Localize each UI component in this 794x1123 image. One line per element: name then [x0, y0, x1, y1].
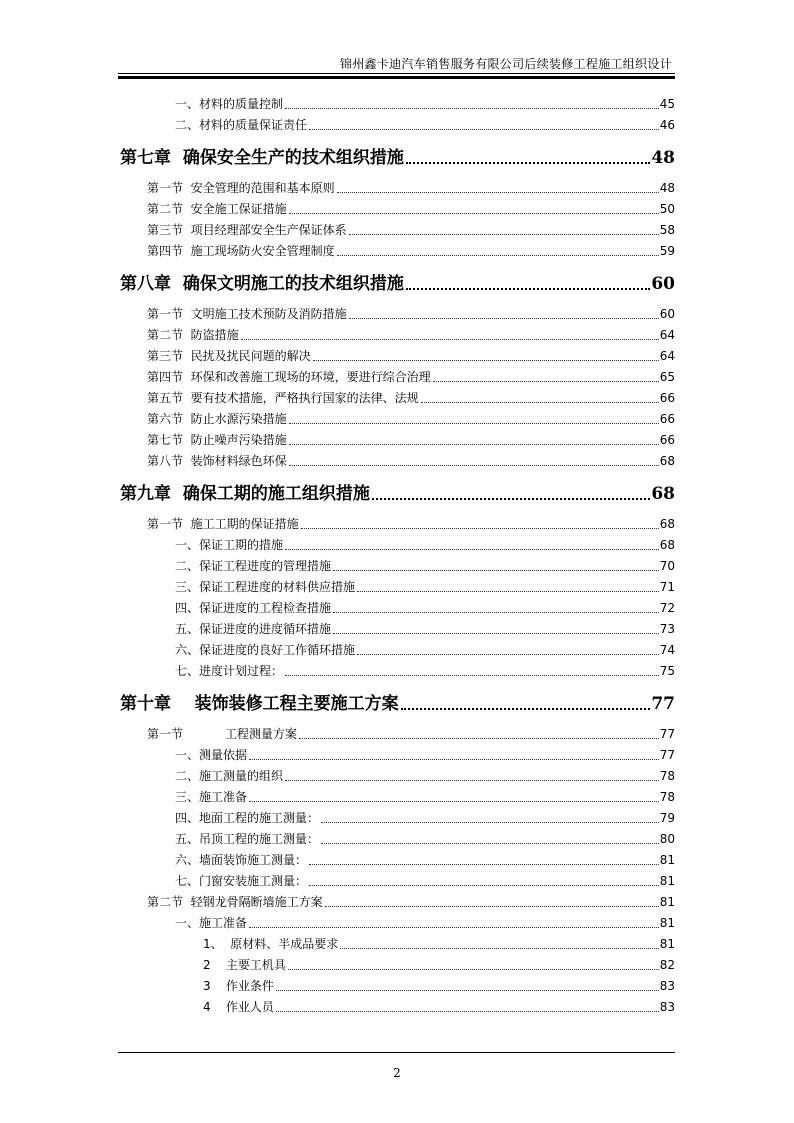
toc-entry[interactable]	[147, 326, 675, 343]
toc-entry-label: 第四节 施工现场防火安全管理制度	[147, 244, 335, 258]
toc-entry-page: 46	[659, 118, 675, 132]
toc-chapter-entry[interactable]	[120, 481, 675, 505]
toc-entry-page: 77	[659, 727, 675, 741]
toc-entry-page: 81	[659, 853, 675, 867]
toc-leader-dots	[309, 129, 659, 130]
toc-leader-dots	[333, 633, 659, 634]
toc-leader-dots	[289, 213, 659, 214]
toc-entry-label: 五、保证进度的进度循环措施	[175, 622, 332, 636]
toc-leader-dots	[241, 339, 659, 340]
toc-entry-label: 三、施工准备	[175, 790, 248, 804]
page-number: 2	[393, 1066, 401, 1080]
toc-leader-dots	[285, 675, 659, 676]
toc-chapter-entry[interactable]	[120, 271, 675, 295]
toc-leader-dots	[340, 948, 658, 949]
toc-leader-dots	[357, 591, 659, 592]
toc-entry[interactable]	[147, 515, 675, 532]
toc-entry-page: 83	[659, 1000, 675, 1014]
toc-entry[interactable]	[175, 830, 675, 847]
toc-entry-label: 第一节 文明施工技术预防及消防措施	[147, 307, 347, 321]
toc-entry-label: 第七章 确保安全生产的技术组织措施	[120, 148, 404, 168]
toc-leader-dots	[337, 192, 659, 193]
toc-entry[interactable]	[175, 557, 675, 574]
toc-leader-dots	[372, 498, 650, 500]
toc-entry-label: 第四节 环保和改善施工现场的环境，要进行综合治理	[147, 370, 431, 384]
toc-entry-page: 65	[659, 370, 675, 384]
toc-entry-page: 81	[659, 916, 675, 930]
toc-leader-dots	[349, 318, 659, 319]
toc-entry[interactable]	[147, 305, 675, 322]
toc-entry[interactable]	[175, 746, 675, 763]
toc-entry-page: 75	[659, 664, 675, 678]
toc-entry-label: 一、材料的质量控制	[175, 97, 284, 111]
toc-entry[interactable]	[175, 599, 675, 616]
toc-entry-page: 66	[659, 433, 675, 447]
toc-leader-dots	[333, 612, 659, 613]
toc-entry-page: 72	[659, 601, 675, 615]
toc-leader-dots	[349, 234, 659, 235]
toc-entry-label: 第二节 轻钢龙骨隔断墙施工方案	[147, 895, 323, 909]
toc-entry[interactable]	[147, 725, 675, 742]
toc-entry[interactable]	[147, 242, 675, 259]
toc-entry[interactable]	[147, 200, 675, 217]
toc-leader-dots	[301, 528, 659, 529]
toc-entry-page: 78	[659, 790, 675, 804]
toc-leader-dots	[406, 162, 650, 164]
toc-entry-page: 66	[659, 412, 675, 426]
toc-entry-label: 五、吊顶工程的施工测量：	[175, 832, 320, 846]
toc-entry-page: 64	[659, 328, 675, 342]
toc-leader-dots	[285, 108, 659, 109]
toc-entry-label: 4 作业人员	[203, 1000, 274, 1014]
toc-entry-label: 四、保证进度的工程检查措施	[175, 601, 332, 615]
toc-entry[interactable]	[175, 914, 675, 931]
toc-entry[interactable]	[175, 767, 675, 784]
toc-entry[interactable]	[175, 872, 675, 889]
toc-entry-label: 第二节 防盗措施	[147, 328, 239, 342]
toc-entry-page: 64	[659, 349, 675, 363]
toc-entry[interactable]	[147, 347, 675, 364]
toc-entry-label: 第六节 防止水源污染措施	[147, 412, 287, 426]
toc-entry[interactable]	[175, 851, 675, 868]
toc-leader-dots	[276, 990, 659, 991]
toc-leader-dots	[249, 801, 659, 802]
toc-entry-page: 68	[659, 538, 675, 552]
toc-entry-label: 二、材料的质量保证责任	[175, 118, 308, 132]
header-rule-thick	[118, 76, 675, 79]
toc-entry[interactable]	[147, 893, 675, 910]
toc-entry[interactable]	[175, 809, 675, 826]
header-rule-thin	[118, 73, 675, 74]
toc-entry-page: 73	[659, 622, 675, 636]
toc-entry-label: 2 主要工机具	[203, 958, 286, 972]
toc-entry[interactable]	[203, 998, 675, 1015]
toc-entry-label: 二、保证工程进度的管理措施	[175, 559, 332, 573]
toc-entry-label: 第九章 确保工期的施工组织措施	[120, 484, 370, 504]
toc-leader-dots	[289, 465, 659, 466]
toc-leader-dots	[285, 549, 659, 550]
toc-entry-page: 60	[659, 307, 675, 321]
toc-entry-page: 71	[659, 580, 675, 594]
toc-entry-label: 第十章 装饰装修工程主要施工方案	[120, 694, 399, 714]
toc-entry[interactable]	[175, 95, 675, 112]
toc-entry-label: 第八章 确保文明施工的技术组织措施	[120, 274, 404, 294]
toc-entry-page: 45	[659, 97, 675, 111]
toc-leader-dots	[321, 822, 659, 823]
toc-leader-dots	[325, 906, 659, 907]
toc-entry-label: 第二节 安全施工保证措施	[147, 202, 287, 216]
toc-entry[interactable]	[147, 452, 675, 469]
toc-entry-page: 70	[659, 559, 675, 573]
toc-entry-page: 81	[659, 937, 675, 951]
toc-entry-page: 80	[659, 832, 675, 846]
toc-entry-page: 74	[659, 643, 675, 657]
toc-entry-page: 77	[659, 748, 675, 762]
toc-leader-dots	[313, 360, 659, 361]
toc-entry[interactable]	[175, 662, 675, 679]
toc-entry-page: 48	[659, 181, 675, 195]
toc-entry-label: 六、保证进度的良好工作循环措施	[175, 643, 356, 657]
toc-entry[interactable]	[147, 431, 675, 448]
toc-leader-dots	[289, 444, 659, 445]
toc-entry-page: 68	[659, 517, 675, 531]
toc-entry[interactable]	[175, 578, 675, 595]
toc-entry-page: 83	[659, 979, 675, 993]
toc-entry[interactable]	[175, 641, 675, 658]
toc-chapter-entry[interactable]	[120, 145, 675, 169]
toc-entry-page: 48	[651, 148, 675, 168]
toc-leader-dots	[309, 864, 659, 865]
toc-entry-label: 六、墙面装饰施工测量：	[175, 853, 308, 867]
toc-entry-page: 50	[659, 202, 675, 216]
toc-entry-page: 68	[651, 484, 675, 504]
toc-leader-dots	[288, 969, 659, 970]
toc-entry-page: 78	[659, 769, 675, 783]
toc-leader-dots	[337, 255, 659, 256]
toc-leader-dots	[401, 708, 651, 710]
toc-leader-dots	[433, 381, 659, 382]
toc-entry[interactable]	[175, 620, 675, 637]
toc-leader-dots	[299, 738, 659, 739]
footer-rule	[118, 1052, 675, 1053]
toc-entry-page: 60	[651, 274, 675, 294]
toc-leader-dots	[321, 843, 659, 844]
toc-chapter-entry[interactable]	[120, 691, 675, 715]
toc-entry-label: 一、测量依据	[175, 748, 248, 762]
toc-entry[interactable]	[203, 935, 675, 952]
toc-entry-page: 58	[659, 223, 675, 237]
toc-entry-page: 59	[659, 244, 675, 258]
toc-entry-label: 一、施工准备	[175, 916, 248, 930]
toc-entry[interactable]	[175, 788, 675, 805]
toc-entry-label: 七、门窗安装施工测量：	[175, 874, 308, 888]
toc-entry[interactable]	[147, 179, 675, 196]
toc-leader-dots	[249, 927, 659, 928]
toc-entry-label: 第一节 施工工期的保证措施	[147, 517, 299, 531]
toc-entry-page: 82	[659, 958, 675, 972]
toc-entry[interactable]	[147, 389, 675, 406]
toc-entry-label: 第七节 防止噪声污染措施	[147, 433, 287, 447]
toc-entry[interactable]	[147, 368, 675, 385]
toc-entry-page: 77	[651, 694, 675, 714]
toc-leader-dots	[289, 423, 659, 424]
toc-entry-page: 66	[659, 391, 675, 405]
toc-entry[interactable]	[147, 410, 675, 427]
toc-entry-label: 第一节 安全管理的范围和基本原则	[147, 181, 335, 195]
toc-entry[interactable]	[147, 221, 675, 238]
toc-entry-label: 二、施工测量的组织	[175, 769, 284, 783]
running-header: 锦州鑫卡迪汽车销售服务有限公司后续装修工程施工组织设计	[339, 57, 672, 71]
toc-entry-label: 七、进度计划过程：	[175, 664, 284, 678]
toc-entry[interactable]	[203, 956, 675, 973]
toc-entry[interactable]	[203, 977, 675, 994]
toc-entry-label: 1、 原材料、半成品要求	[203, 937, 339, 951]
toc-leader-dots	[421, 402, 659, 403]
toc-leader-dots	[276, 1011, 659, 1012]
toc-entry[interactable]	[175, 116, 675, 133]
toc-entry[interactable]	[175, 536, 675, 553]
toc-entry-page: 81	[659, 874, 675, 888]
toc-entry-label: 第三节 民扰及扰民问题的解决	[147, 349, 311, 363]
toc-leader-dots	[406, 288, 650, 290]
toc-entry-page: 68	[659, 454, 675, 468]
toc-entry-label: 四、地面工程的施工测量：	[175, 811, 320, 825]
toc-entry-label: 一、保证工期的措施	[175, 538, 284, 552]
toc-leader-dots	[309, 885, 659, 886]
toc-leader-dots	[333, 570, 659, 571]
toc-leader-dots	[285, 780, 659, 781]
toc-entry-label: 三、保证工程进度的材料供应措施	[175, 580, 356, 594]
toc-entry-label: 3 作业条件	[203, 979, 274, 993]
toc-entry-label: 第五节 要有技术措施，严格执行国家的法律、法规	[147, 391, 419, 405]
toc-entry-label: 第三节 项目经理部安全生产保证体系	[147, 223, 347, 237]
toc-leader-dots	[249, 759, 659, 760]
toc-entry-label: 第八节 装饰材料绿色环保	[147, 454, 287, 468]
toc-entry-page: 79	[659, 811, 675, 825]
toc-entry-page: 81	[659, 895, 675, 909]
toc-leader-dots	[357, 654, 659, 655]
toc-entry-label: 第一节 工程测量方案	[147, 727, 297, 741]
